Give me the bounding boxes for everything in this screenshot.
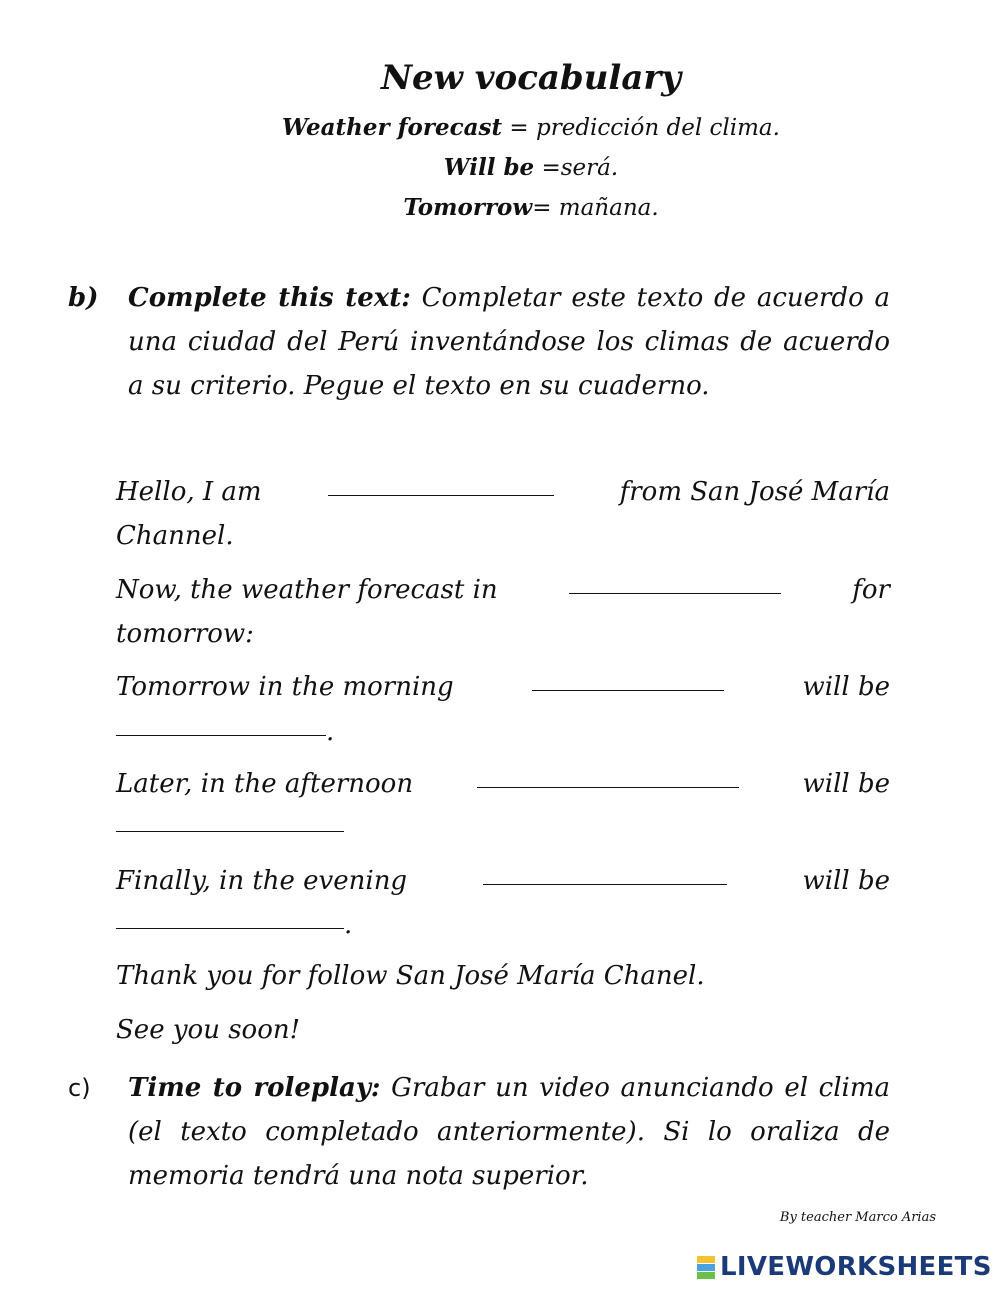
blank-morning-place[interactable]: [532, 664, 724, 691]
passage-line-4: [116, 762, 890, 806]
brand-name: LIVEWORKSHEETS: [720, 1252, 992, 1282]
passage-line-5: [116, 859, 890, 903]
passage-text: will be: [802, 672, 890, 702]
passage-text: will be: [802, 866, 890, 896]
passage-line-2-cont: tomorrow:: [116, 619, 254, 649]
section-marker: b): [68, 283, 99, 313]
vocab-term: Will be: [443, 154, 535, 181]
passage-text: from San José María: [619, 477, 890, 507]
page-title: New vocabulary: [380, 58, 682, 98]
vocab-term: Weather forecast: [282, 114, 503, 141]
vocab-meaning: = predicción del clima.: [502, 115, 780, 141]
passage-text: .: [344, 910, 353, 940]
passage-text: Finally, in the evening: [116, 866, 408, 896]
passage-line-5-cont: [116, 903, 890, 947]
passage-line-4-cont: [116, 806, 890, 850]
passage-text: Tomorrow in the morning: [116, 672, 454, 702]
passage-line-2: [116, 568, 890, 612]
vocab-item-weather-forecast: [0, 114, 1000, 141]
blank-afternoon-place[interactable]: [477, 761, 739, 788]
passage-line-1-cont: Channel.: [116, 521, 234, 551]
vocab-meaning: = mañana.: [532, 195, 659, 221]
section-b-instructions: [68, 276, 890, 408]
passage-line-6: Thank you for follow San José María Chanel.: [116, 961, 705, 991]
vocab-item-tomorrow: [0, 194, 1000, 221]
blank-city[interactable]: [569, 567, 781, 594]
liveworksheets-icon: [697, 1256, 715, 1279]
passage-line-7: See you soon!: [116, 1015, 301, 1045]
section-c-instructions: [68, 1066, 890, 1198]
section-lead: Complete this text:: [128, 283, 411, 313]
liveworksheets-logo: [697, 1252, 992, 1282]
section-text: Completar este texto de acuerdo a una ciudad del Perú inventándose los climas de acuerdo a su criterio. Pegue el texto en su cuaderno.: [128, 283, 890, 401]
vocab-meaning: =será.: [534, 155, 619, 181]
section-marker: c): [68, 1074, 91, 1102]
section-text: Grabar un video anunciando el clima (el texto completado anteriormente). Si lo oraliza de memoria tendrá una nota superior.: [128, 1073, 890, 1191]
passage-text: Later, in the afternoon: [116, 769, 414, 799]
vocab-term: Tomorrow: [403, 194, 533, 221]
passage-text: for: [852, 575, 890, 605]
passage-text: Hello, I am: [116, 477, 262, 507]
passage-text: Now, the weather forecast in: [116, 575, 498, 605]
passage-line-3: [116, 665, 890, 709]
passage-text: .: [326, 717, 335, 747]
section-lead: Time to roleplay:: [128, 1073, 381, 1103]
passage-line-3-cont: [116, 710, 890, 754]
blank-evening-place[interactable]: [483, 858, 727, 885]
passage-text: will be: [802, 769, 890, 799]
blank-evening-weather[interactable]: [116, 902, 344, 929]
blank-name[interactable]: [328, 469, 554, 496]
vocab-item-will-be: [0, 154, 1000, 181]
blank-afternoon-weather[interactable]: [116, 805, 344, 832]
author-credit: By teacher Marco Arias: [779, 1210, 936, 1225]
blank-morning-weather[interactable]: [116, 709, 326, 736]
passage-line-1: [116, 470, 890, 514]
